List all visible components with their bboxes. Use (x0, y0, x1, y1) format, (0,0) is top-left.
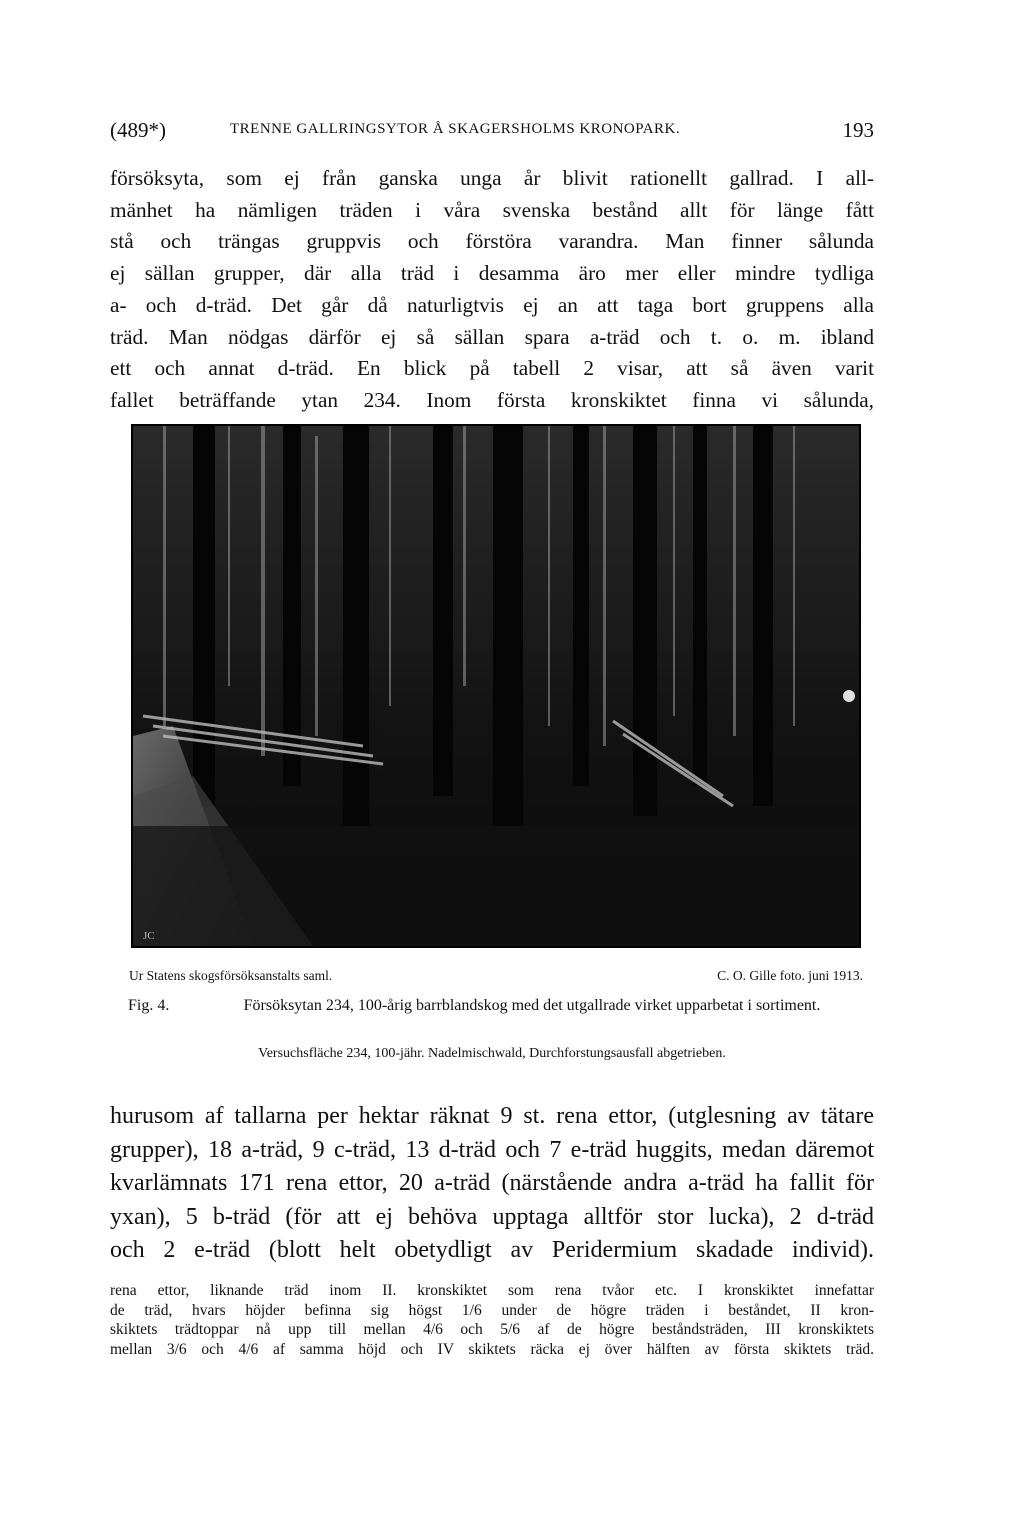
text-line: mänhet ha nämligen träden i våra svenska bestånd allt för länge fått (110, 197, 874, 222)
footnote-line: skiktets trädtoppar nå upp till mellan 4/6 och 5/6 af de högre beståndsträden, III kronskiktets (110, 1321, 874, 1338)
text-line: a- och d-träd. Det går då naturligtvis ej an att taga bort gruppens alla (110, 292, 874, 317)
forest-photograph (131, 424, 861, 948)
footnote (110, 1281, 874, 1359)
text-line: yxan), 5 b-träd (för att ej behöva upptaga alltför stor lucka), 2 d-träd (110, 1203, 874, 1230)
text-line: fallet beträffande ytan 234. Inom första kronskiktet finna vi sålunda, (110, 387, 874, 412)
text-line: ej sällan grupper, där alla träd i desamma äro mer eller mindre tydliga (110, 261, 874, 286)
figure-label: Fig. 4. (128, 997, 170, 1014)
text-line: kvarlämnats 171 rena ettor, 20 a-träd (närstående andra a-träd ha fallit för (110, 1170, 874, 1196)
page-reference: (489*) (110, 118, 166, 142)
text-line: och 2 e-träd (blott helt obetydligt av Peridermium skadade individ). (110, 1237, 874, 1263)
footnote-line: rena ettor, liknande träd inom II. kronskiktet som rena tvåor etc. I kronskiktet innefattar (110, 1282, 874, 1299)
running-header (110, 118, 874, 142)
figure-caption-text: Försöksytan 234, 100-årig barrblandskog med det utgallrade virket upparbetat i sortiment. (243, 997, 821, 1014)
text-line: hurusom af tallarna per hektar räknat 9 st. rena ettor, (utglesning av tätare (110, 1103, 874, 1129)
photo-credits (129, 968, 863, 986)
text-line: försöksyta, som ej från ganska unga år blivit rationellt gallrad. I all- (110, 166, 874, 190)
page-number: 193 (842, 118, 874, 142)
text-line: grupper), 18 a-träd, 9 c-träd, 13 d-träd och 7 e-träd huggits, medan däremot (110, 1136, 874, 1163)
photo-corner-mark: JC (143, 930, 155, 942)
photographer-credit: C. O. Gille foto. juni 1913. (717, 968, 863, 983)
running-title: TRENNE GALLRINGSYTOR Å SKAGERSHOLMS KRONOPARK. (230, 121, 681, 137)
figure-caption-german: Versuchsfläche 234, 100-jähr. Nadelmischwald, Durchforstungsausfall abgetrieben. (258, 1046, 726, 1061)
text-line: stå och trängas gruppvis och förstöra varandra. Man finner sålunda (110, 229, 874, 254)
photo-source: Ur Statens skogsförsöksanstalts saml. (129, 968, 333, 983)
text-line: träd. Man nödgas därför ej så sällan spara a-träd och t. o. m. ibland (110, 324, 874, 349)
body-text-bottom (110, 1100, 874, 1268)
footnote-line: mellan 3/6 och 4/6 af samma höjd och IV skiktets räcka ej över hälften av första skiktets träd. (110, 1340, 874, 1358)
text-line: ett och annat d-träd. En blick på tabell 2 visar, att så även varit (110, 356, 874, 381)
footnote-line: de träd, hvars höjder befinna sig högst 1/6 under de högre träden i beståndet, II kron- (110, 1301, 874, 1319)
body-text-top (110, 163, 874, 417)
